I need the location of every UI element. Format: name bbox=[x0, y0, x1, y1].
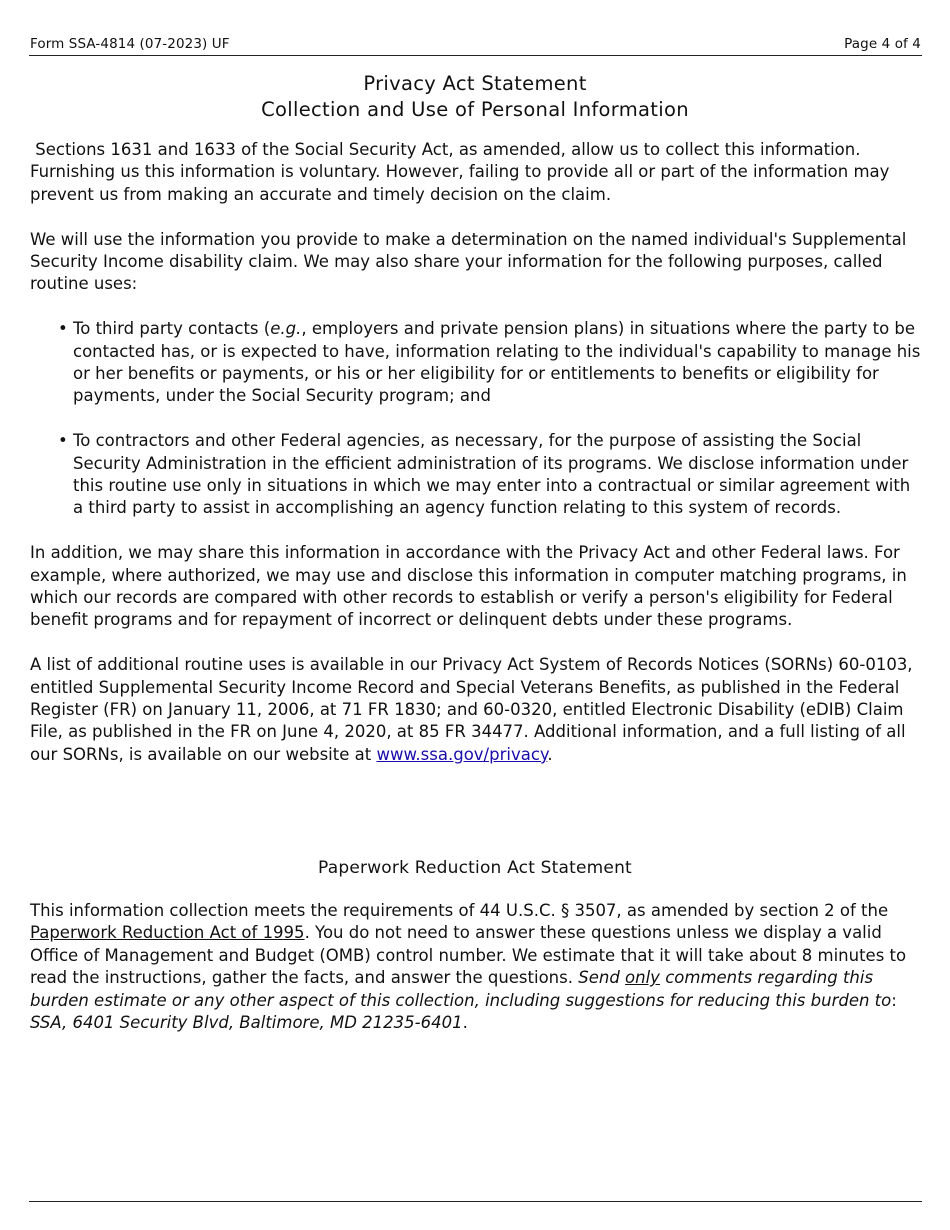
bullet1-prefix: • To third party contacts ( bbox=[58, 319, 271, 339]
pra-act-name: Paperwork Reduction Act of 1995 bbox=[30, 923, 305, 943]
routine-use-bullet-2: • To contractors and other Federal agencies, as necessary, for the purpose of assisting the Social Security Administration in the efficient administration of its programs. We disclose information under this routine use only in situations in which we may enter into a contractual or similar agreement with a third party to assist in accomplishing an agency function relating to this system of records. bbox=[58, 431, 911, 518]
paperwork-title: Paperwork Reduction Act Statement bbox=[318, 858, 632, 878]
privacy-title: Privacy Act Statement bbox=[363, 72, 587, 95]
pra-text-2: . You do not need to answer these questions unless we display a valid Office of Management and Budget (OMB) control number. We estimate that it will take about 8 minutes to read the instructions, gather the facts, and answer the questions. bbox=[30, 923, 907, 988]
pra-address: SSA, 6401 Security Blvd, Baltimore, MD 21235-6401 bbox=[30, 1013, 463, 1033]
pra-colon: : bbox=[891, 990, 897, 1010]
routine-use-bullet-1 bbox=[30, 318, 925, 408]
bullet1-eg: e.g. bbox=[270, 319, 302, 339]
pra-end: . bbox=[462, 1013, 468, 1033]
form-header bbox=[30, 36, 921, 52]
privacy-body bbox=[30, 139, 925, 789]
form-id: Form SSA-4814 (07-2023) UF bbox=[30, 36, 230, 52]
privacy-paragraph-2: We will use the information you provide to make a determination on the named individual's Supplemental Security Income disability claim. We may also share your information for the following purposes, called routine uses: bbox=[30, 229, 907, 294]
sorn-text: A list of additional routine uses is available in our Privacy Act System of Records Notices (SORNs) 60-0103, entitled Supplemental Security Income Record and Special Veterans Benefits, as published in the Federal Register (FR) on January 11, 2006, at 71 FR 1830; and 60-0320, entitled Electronic Disability (eDIB) Claim File, as published in the FR on June 4, 2020, at 85 FR 34477. Additional information, and a full listing of all our SORNs, is available on our website at bbox=[30, 655, 913, 764]
sorn-text-end: . bbox=[547, 744, 553, 764]
pra-italic-only: only bbox=[625, 968, 660, 988]
privacy-website-link[interactable]: www.ssa.gov/privacy bbox=[376, 744, 548, 764]
pra-italic-2: comments regarding this burden estimate or any other aspect of this collection, including suggestions for reducing this burden to bbox=[30, 968, 892, 1010]
footer-divider bbox=[29, 1201, 922, 1202]
privacy-paragraph-4 bbox=[30, 654, 925, 766]
paperwork-paragraph bbox=[30, 900, 925, 1034]
bullet1-rest: , employers and private pension plans) in situations where the party to be contacted has, or is expected to have, information relating to the individual's capability to manage his or her benefits or payments, or his or her eligibility for or entitlements to benefits or eligibility for payments, under the Social Security program; and bbox=[73, 319, 921, 406]
privacy-title-block bbox=[0, 71, 950, 123]
pra-text-1: This information collection meets the requirements of 44 U.S.C. § 3507, as amended by section 2 of the bbox=[30, 901, 889, 920]
privacy-subtitle: Collection and Use of Personal Information bbox=[261, 98, 689, 121]
page-number: Page 4 of 4 bbox=[844, 36, 921, 52]
privacy-paragraph-3: In addition, we may share this information in accordance with the Privacy Act and other Federal laws. For example, where authorized, we may use and disclose this information in computer matching programs, in which our records are compared with other records to establish or verify a person's eligibility for Federal benefit programs and for repayment of incorrect or delinquent debts under these programs. bbox=[30, 543, 907, 630]
pra-italic-1: Send bbox=[578, 968, 626, 988]
privacy-paragraph-1: Sections 1631 and 1633 of the Social Security Act, as amended, allow us to collect this information. Furnishing us this information is voluntary. However, failing to provide all or part of the information may prevent us from making an accurate and timely decision on the claim. bbox=[30, 140, 895, 204]
header-divider bbox=[29, 55, 922, 56]
paperwork-body bbox=[30, 900, 925, 1034]
